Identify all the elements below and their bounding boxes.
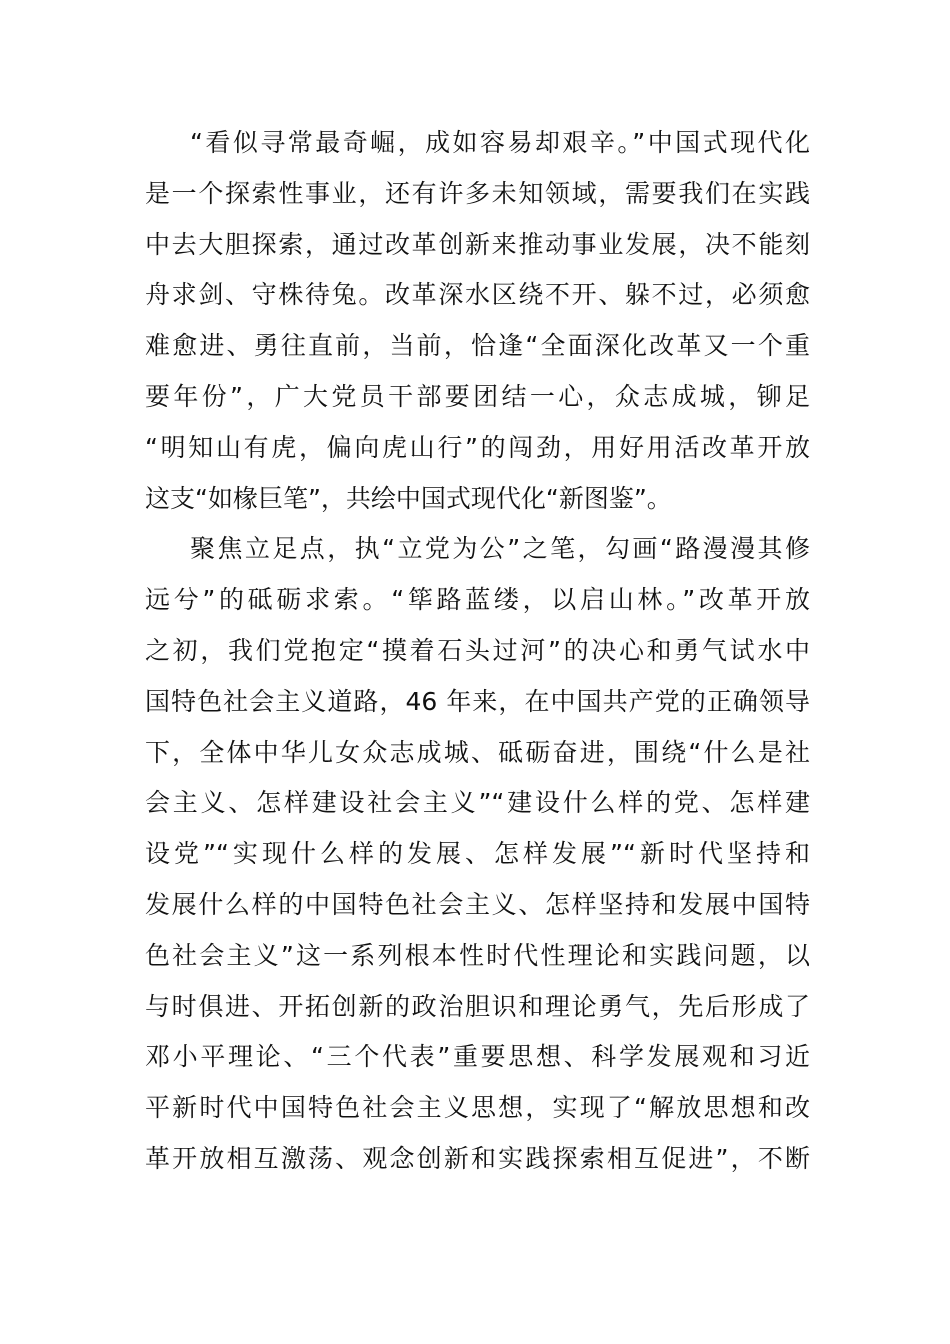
paragraph-2-line-4: 国特色社会主义道路，46 年来，在中国共产党的正确领导 (145, 686, 810, 716)
paragraph-2-line-1: 聚焦立足点，执“立党为公”之笔，勾画“路漫漫其修 (190, 534, 810, 564)
paragraph-2-line-3: 之初，我们党抱定“摸着石头过河”的决心和勇气试水中 (145, 635, 810, 665)
paragraph-2-line-10: 与时俱进、开拓创新的政治胆识和理论勇气，先后形成了 (145, 991, 810, 1021)
paragraph-1-line-3: 中去大胆探索，通过改革创新来推动事业发展，决不能刻 (145, 229, 810, 259)
paragraph-2-line-7: 设党”“实现什么样的发展、怎样发展”“新时代坚持和 (145, 839, 810, 869)
paragraph-1-line-4: 舟求剑、守株待兔。改革深水区绕不开、躲不过，必须愈 (145, 280, 810, 310)
paragraph-1-line-1: “看似寻常最奇崛，成如容易却艰辛。”中国式现代化 (190, 128, 810, 157)
paragraph-2-line-9: 色社会主义”这一系列根本性时代性理论和实践问题，以 (145, 940, 810, 970)
paragraph-2-line-8: 发展什么样的中国特色社会主义、怎样坚持和发展中国特 (145, 889, 810, 919)
paragraph-2-line-13: 革开放相互激荡、观念创新和实践探索相互促进”，不断 (145, 1143, 810, 1173)
paragraph-1-line-7: “明知山有虎，偏向虎山行”的闯劲，用好用活改革开放 (145, 432, 810, 462)
paragraph-1-line-8: 这支“如椽巨笔”，共绘中国式现代化“新图鉴”。 (145, 483, 672, 513)
paragraph-2-line-6: 会主义、怎样建设社会主义”“建设什么样的党、怎样建 (145, 788, 810, 818)
paragraph-2-line-2: 远兮”的砥砺求索。“筚路蓝缕，以启山林。”改革开放 (145, 585, 810, 615)
paragraph-1-line-5: 难愈进、勇往直前，当前，恰逢“全面深化改革又一个重 (145, 331, 810, 361)
paragraph-2-line-5: 下，全体中华儿女众志成城、砥砺奋进，围绕“什么是社 (145, 737, 810, 767)
document-body (145, 118, 810, 1185)
paragraph-2-line-12: 平新时代中国特色社会主义思想，实现了“解放思想和改 (145, 1093, 810, 1123)
paragraph-2-line-11: 邓小平理论、“三个代表”重要思想、科学发展观和习近 (145, 1042, 810, 1072)
paragraph-1-line-6: 要年份”，广大党员干部要团结一心，众志成城，铆足 (145, 381, 810, 411)
paragraph-1-line-2: 是一个探索性事业，还有许多未知领域，需要我们在实践 (145, 178, 810, 208)
